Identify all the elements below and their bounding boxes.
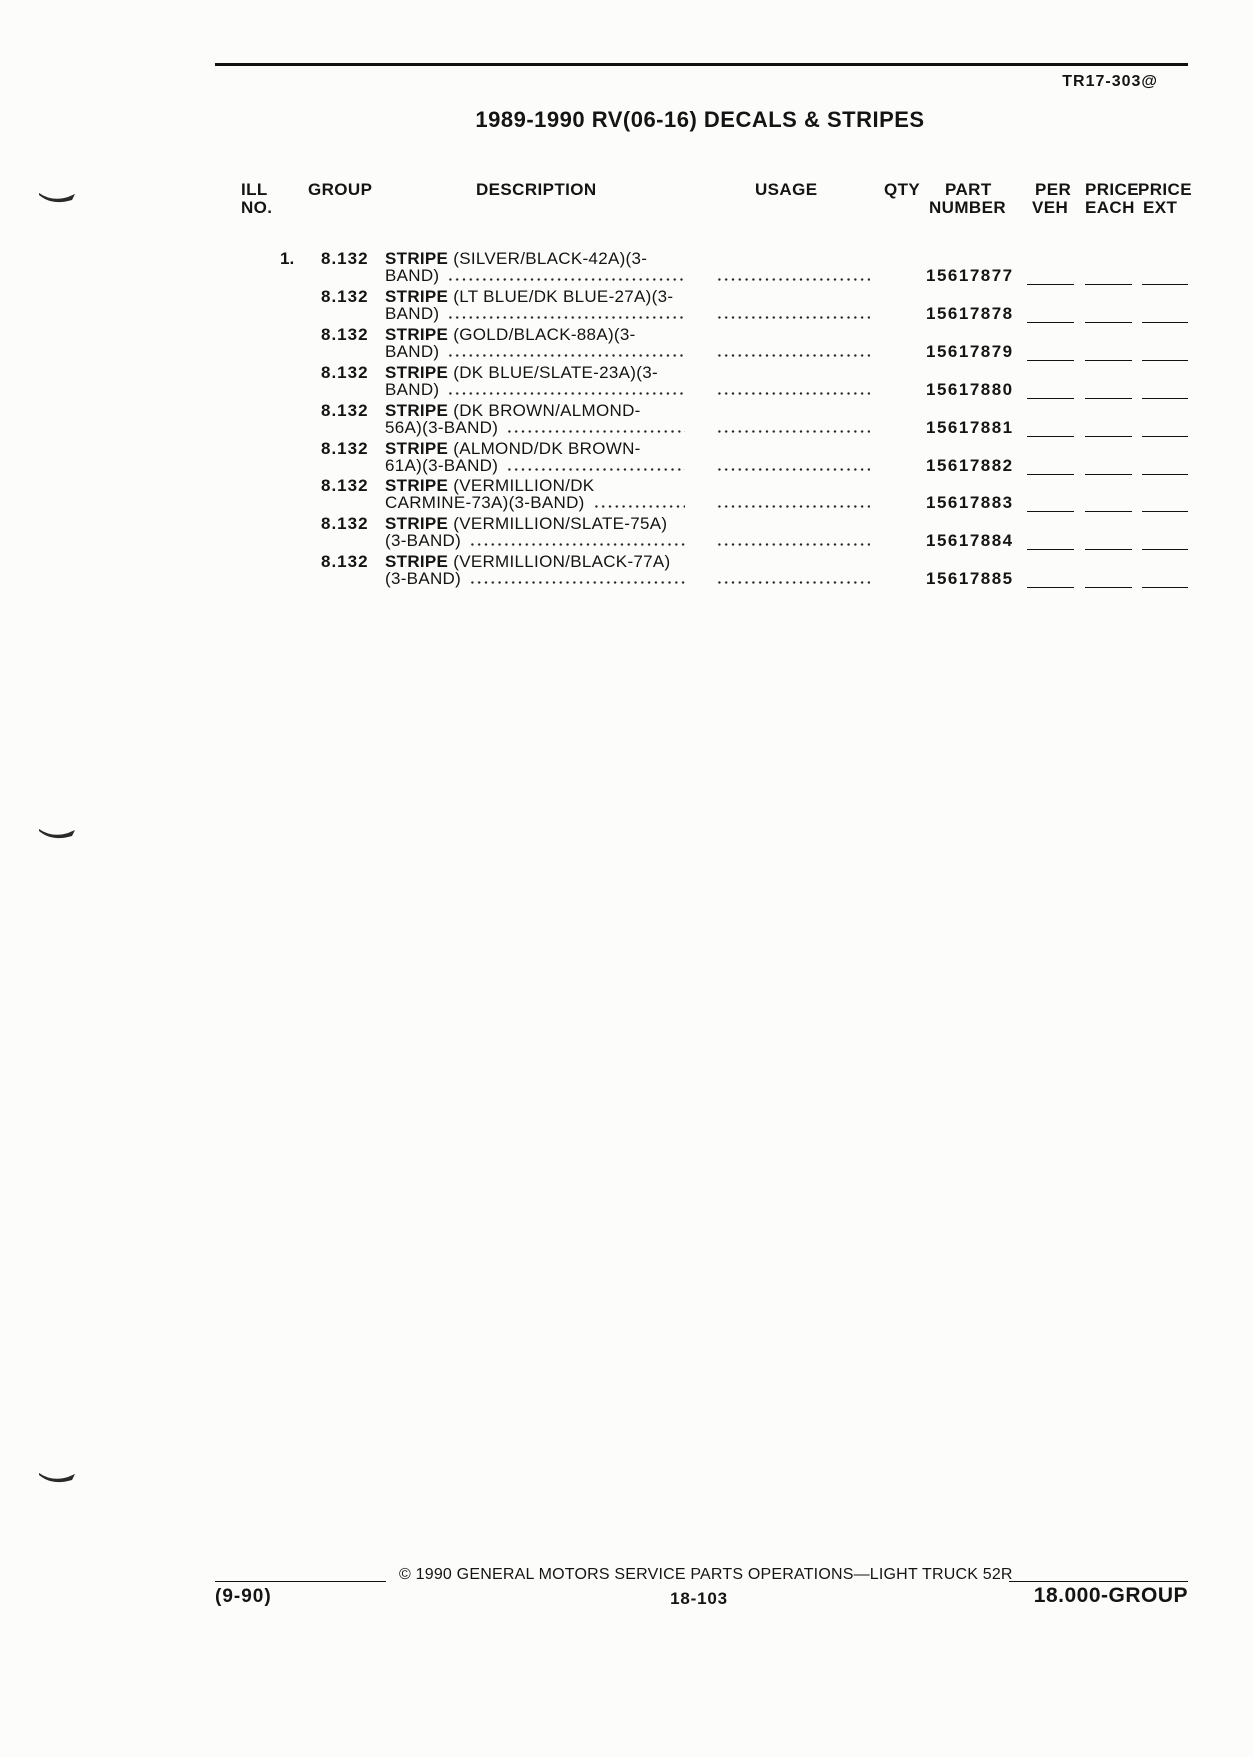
- description-continuation: BAND): [385, 303, 440, 323]
- description-text: (ALMOND/DK BROWN-: [453, 438, 641, 458]
- col-part-number: NUMBER: [929, 198, 1007, 217]
- col-price-each: PRICE: [1085, 180, 1139, 199]
- col-qty: QTY: [884, 180, 921, 199]
- price-ext-blank: [1142, 511, 1188, 512]
- part-number: 15617877: [926, 266, 1014, 285]
- description-line-2: [385, 457, 685, 474]
- price-each-blank: [1085, 284, 1132, 285]
- price-each-blank: [1085, 587, 1132, 588]
- part-number: 15617878: [926, 303, 1014, 323]
- per-vehicle-blank: [1027, 284, 1074, 285]
- description-continuation: (3-BAND): [385, 531, 462, 551]
- per-vehicle-blank: [1027, 398, 1074, 399]
- description-continuation: BAND): [385, 341, 440, 361]
- per-vehicle-blank: [1027, 436, 1074, 437]
- description-line-1: [385, 402, 641, 419]
- price-ext-blank: [1142, 322, 1188, 323]
- dot-leader: [469, 581, 685, 584]
- col-description: DESCRIPTION: [476, 180, 597, 199]
- binding-mark: [38, 190, 76, 206]
- description-line-1: [385, 364, 658, 381]
- usage-dot-leader: [716, 316, 870, 319]
- price-ext-blank: [1142, 284, 1188, 285]
- part-row: [0, 477, 1253, 513]
- top-rule: [215, 63, 1188, 66]
- price-ext-blank: [1142, 549, 1188, 550]
- dot-leader: [506, 430, 685, 433]
- group-number: 8.132: [321, 400, 369, 420]
- col-per-veh: VEH: [1032, 198, 1069, 217]
- description-line-2: [385, 570, 685, 587]
- part-number: 15617880: [926, 379, 1014, 399]
- group-number: 8.132: [321, 438, 369, 458]
- col-per: PER: [1035, 180, 1072, 199]
- group-number: 8.132: [321, 286, 369, 306]
- part-row: [0, 288, 1253, 324]
- description-continuation: CARMINE-73A)(3-BAND): [385, 493, 585, 513]
- dot-leader: [506, 468, 685, 471]
- section-label: 18.000-GROUP: [1033, 1584, 1188, 1607]
- binding-mark: [38, 826, 76, 842]
- description-text: (SILVER/BLACK-42A)(3-: [453, 249, 648, 268]
- per-vehicle-blank: [1027, 587, 1074, 588]
- part-keyword: STRIPE: [385, 362, 449, 382]
- page-number: 18-103: [670, 1589, 728, 1608]
- per-vehicle-blank: [1027, 360, 1074, 361]
- dot-leader: [447, 354, 685, 357]
- part-keyword: STRIPE: [385, 438, 449, 458]
- price-each-blank: [1085, 322, 1132, 323]
- description-text: (LT BLUE/DK BLUE-27A)(3-: [453, 286, 674, 306]
- price-ext-blank: [1142, 436, 1188, 437]
- per-vehicle-blank: [1027, 474, 1074, 475]
- price-each-blank: [1085, 474, 1132, 475]
- description-line-2: [385, 305, 685, 322]
- usage-dot-leader: [716, 278, 870, 281]
- binding-mark: [38, 1470, 76, 1486]
- dot-leader: [593, 505, 685, 508]
- col-usage: USAGE: [755, 180, 818, 199]
- part-number: 15617884: [926, 531, 1014, 551]
- footer-copyright: © 1990 GENERAL MOTORS SERVICE PARTS OPERATIONS—LIGHT TRUCK 52R: [399, 1566, 1013, 1583]
- price-ext-blank: [1142, 398, 1188, 399]
- dot-leader: [447, 278, 685, 281]
- description-line-2: [385, 532, 685, 549]
- usage-dot-leader: [716, 468, 870, 471]
- group-number: 8.132: [321, 514, 369, 534]
- description-line-1: [385, 477, 594, 494]
- part-keyword: STRIPE: [385, 476, 449, 496]
- document-code: TR17-303@: [1062, 73, 1158, 90]
- description-line-1: [385, 553, 671, 570]
- description-text: (DK BROWN/ALMOND-: [453, 400, 641, 420]
- col-part: PART: [945, 180, 992, 199]
- description-text: (VERMILLION/BLACK-77A): [453, 552, 671, 572]
- description-line-2: [385, 381, 685, 398]
- per-vehicle-blank: [1027, 511, 1074, 512]
- group-number: 8.132: [321, 249, 369, 268]
- col-price-ext: PRICE: [1138, 180, 1192, 199]
- description-line-1: [385, 515, 667, 532]
- part-row: [0, 553, 1253, 589]
- price-ext-blank: [1142, 360, 1188, 361]
- usage-dot-leader: [716, 505, 870, 508]
- description-line-2: [385, 267, 685, 284]
- part-keyword: STRIPE: [385, 400, 449, 420]
- dot-leader: [447, 392, 685, 395]
- description-line-1: [385, 250, 647, 267]
- description-text: (VERMILLION/SLATE-75A): [453, 514, 668, 534]
- per-vehicle-blank: [1027, 322, 1074, 323]
- group-number: 8.132: [321, 362, 369, 382]
- part-row: [0, 440, 1253, 476]
- description-continuation: 56A)(3-BAND): [385, 417, 499, 437]
- description-text: (VERMILLION/DK: [453, 476, 595, 496]
- price-each-blank: [1085, 436, 1132, 437]
- price-each-blank: [1085, 360, 1132, 361]
- description-continuation: BAND): [385, 266, 440, 285]
- col-price-each-sub: EACH: [1085, 198, 1135, 217]
- group-number: 8.132: [321, 324, 369, 344]
- part-row: [0, 326, 1253, 362]
- price-each-blank: [1085, 511, 1132, 512]
- part-keyword: STRIPE: [385, 514, 449, 534]
- description-continuation: (3-BAND): [385, 569, 462, 589]
- col-group: GROUP: [308, 180, 373, 199]
- price-ext-blank: [1142, 587, 1188, 588]
- part-number: 15617885: [926, 569, 1014, 589]
- per-vehicle-blank: [1027, 549, 1074, 550]
- description-continuation: BAND): [385, 379, 440, 399]
- usage-dot-leader: [716, 543, 870, 546]
- col-price-ext-sub: EXT: [1143, 198, 1178, 217]
- dot-leader: [469, 543, 685, 546]
- usage-dot-leader: [716, 581, 870, 584]
- part-keyword: STRIPE: [385, 324, 449, 344]
- footer-date: (9-90): [215, 1586, 272, 1607]
- footer-rule-right: [1009, 1581, 1188, 1582]
- footer-rule-left: [215, 1581, 386, 1582]
- usage-dot-leader: [716, 354, 870, 357]
- group-number: 8.132: [321, 476, 369, 496]
- col-ill: ILL: [241, 180, 268, 199]
- price-ext-blank: [1142, 474, 1188, 475]
- part-number: 15617883: [926, 493, 1014, 513]
- part-keyword: STRIPE: [385, 552, 449, 572]
- description-text: (DK BLUE/SLATE-23A)(3-: [453, 362, 658, 382]
- description-line-1: [385, 288, 673, 305]
- price-each-blank: [1085, 398, 1132, 399]
- description-line-1: [385, 440, 641, 457]
- part-row: [0, 515, 1253, 551]
- part-number: 15617882: [926, 455, 1014, 475]
- part-number: 15617879: [926, 341, 1014, 361]
- dot-leader: [447, 316, 685, 319]
- page-title: 1989-1990 RV(06-16) DECALS & STRIPES: [475, 107, 925, 132]
- part-keyword: STRIPE: [385, 286, 449, 306]
- description-line-1: [385, 326, 636, 343]
- part-row: [0, 250, 1253, 286]
- group-number: 8.132: [321, 552, 369, 572]
- usage-dot-leader: [716, 430, 870, 433]
- description-text: (GOLD/BLACK-88A)(3-: [453, 324, 636, 344]
- col-ill-no: NO.: [241, 198, 273, 217]
- part-row: [0, 364, 1253, 400]
- usage-dot-leader: [716, 392, 870, 395]
- part-keyword: STRIPE: [385, 249, 449, 268]
- part-row: [0, 402, 1253, 438]
- illustration-number: 1.: [280, 249, 295, 268]
- description-line-2: [385, 494, 685, 511]
- price-each-blank: [1085, 549, 1132, 550]
- description-line-2: [385, 419, 685, 436]
- part-number: 15617881: [926, 417, 1014, 437]
- description-continuation: 61A)(3-BAND): [385, 455, 499, 475]
- description-line-2: [385, 343, 685, 360]
